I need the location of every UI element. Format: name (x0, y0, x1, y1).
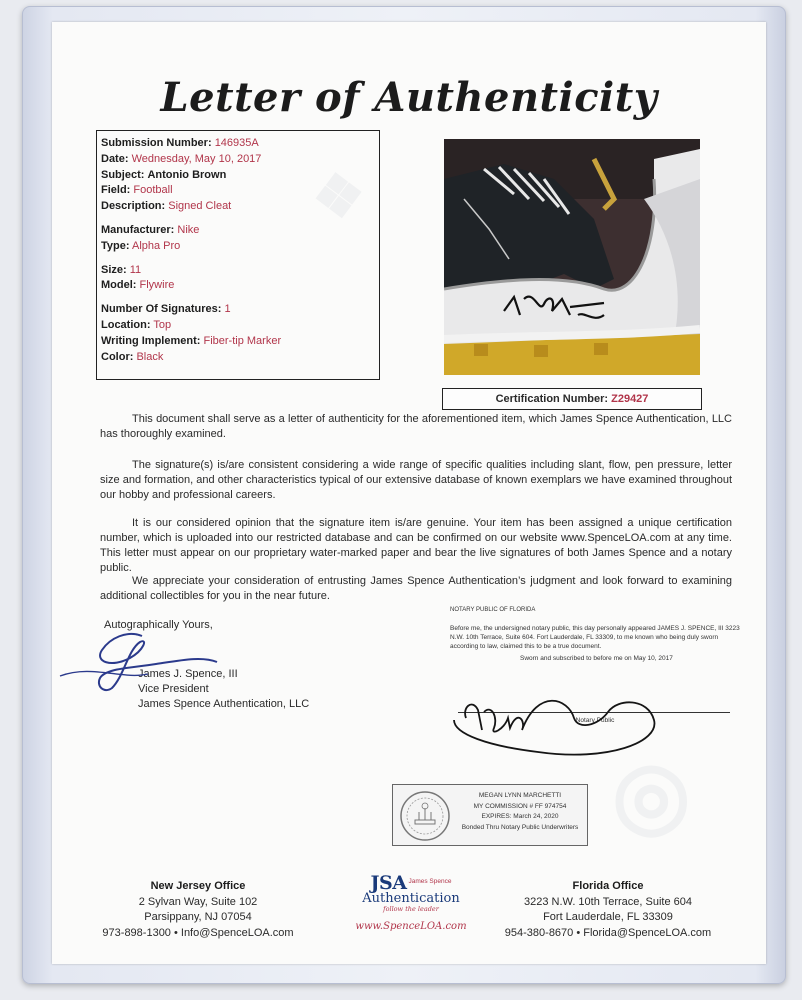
paragraph-analysis: The signature(s) is/are consistent considering a wide range of specific qualities including slant, flow, pen pressure, letter size and formation, and other characteristics typical of our extensive database of known exemplars we have examined throughout our hobby and professional careers. (100, 459, 732, 501)
notary-signature-label: Notary Public (575, 717, 615, 724)
notary-body: Before me, the undersigned notary public, this day personally appeared JAMES J. SPENCE, III 3223 N.W. 10th Terrace, Suite 604. Fort Lauderdale, FL 33309, to me known who being duly sworn according to law, claimed this to be a true document. (450, 625, 740, 650)
item-details-box (96, 130, 380, 380)
detail-subject: Subject: Antonio Brown (101, 168, 227, 181)
office-city: Parsippany, NJ 07054 (144, 911, 252, 923)
detail-type: Type: Alpha Pro (101, 239, 181, 252)
signer-role: Vice President (138, 683, 209, 695)
paragraph-closing: We appreciate your consideration of entrusting James Spence Authentication’s judgment and look forward to examining additional collectibles for you in the near future. (100, 575, 732, 602)
page-title: Letter of Authenticity (160, 74, 658, 121)
stamp-text: MEGAN LYNN MARCHETTI MY COMMISSION # FF 974754 EXPIRES: March 24, 2020 Bonded Thru Notary Public Underwriters (461, 792, 579, 831)
jsa-logo-authentication: Authentication (362, 891, 460, 906)
notary-stamp (392, 784, 588, 846)
certification-number-box: Certification Number: Z29427 (442, 388, 702, 410)
notary-caption: NOTARY PUBLIC OF FLORIDA (450, 607, 536, 613)
watermark-mark: ❖ (307, 159, 371, 234)
signer-name: James J. Spence, III (138, 668, 238, 680)
office-contact: 954-380-8670 • Florida@SpenceLOA.com (504, 926, 712, 939)
detail-color: Color: Black (101, 350, 164, 363)
signed-cleat-photo (444, 139, 700, 375)
paragraph-intro: This document shall serve as a letter of authenticity for the aforementioned item, which James Spence Authentication, LLC has thoroughly examined. (100, 413, 732, 440)
watermark-mark: ◎ (612, 745, 691, 845)
paragraph-opinion: It is our considered opinion that the signature item is/are genuine. Your item has been assigned a unique certification number, which is uploaded into our restricted database and can be confirmed on our website www.SpenceLOA.com at any time. This letter must appear on our proprietary water-marked paper and bear the live signatures of both James Spence and a notary public. (100, 517, 732, 574)
detail-location: Location: Top (101, 318, 172, 331)
state-seal-icon (399, 790, 451, 842)
detail-submission-number: Submission Number: 146935A (101, 137, 259, 149)
notary-block (450, 606, 740, 724)
detail-manufacturer: Manufacturer: Nike (101, 223, 200, 236)
jsa-logo: JSA James Spence Authentication follow the leader www.SpenceLOA.com (348, 872, 474, 932)
detail-writing-implement: Writing Implement: Fiber-tip Marker (101, 334, 282, 347)
office-title: New Jersey Office (150, 880, 246, 892)
detail-model: Model: Flywire (101, 279, 175, 292)
detail-description: Description: Signed Cleat (101, 200, 232, 213)
office-city: Fort Lauderdale, FL 33309 (543, 911, 673, 923)
jsa-logo-letters: JSA (370, 872, 407, 894)
detail-field: Field: Football (101, 184, 173, 197)
office-florida (488, 879, 728, 941)
notary-sworn: Sworn and subscribed to before me on May 10, 2017 (520, 655, 673, 662)
signer-company: James Spence Authentication, LLC (138, 698, 310, 710)
jsa-logo-tagline: follow the leader (383, 905, 439, 913)
office-title: Florida Office (572, 880, 644, 892)
detail-size: Size: 11 (101, 263, 142, 276)
office-contact: 973-898-1300 • Info@SpenceLOA.com (102, 926, 294, 939)
letter-page (52, 22, 766, 964)
detail-date: Date: Wednesday, May 10, 2017 (101, 152, 262, 165)
certification-number: Z29427 (611, 393, 649, 405)
detail-number-of-signatures: Number Of Signatures: 1 (101, 303, 231, 316)
notary-signature (448, 668, 668, 758)
spence-signature (52, 628, 252, 698)
closing-text: Autographically Yours, (104, 619, 213, 631)
office-new-jersey (88, 879, 308, 941)
office-street: 2 Sylvan Way, Suite 102 (138, 895, 258, 908)
website-url: www.SpenceLOA.com (355, 921, 467, 932)
office-street: 3223 N.W. 10th Terrace, Suite 604 (524, 895, 692, 908)
